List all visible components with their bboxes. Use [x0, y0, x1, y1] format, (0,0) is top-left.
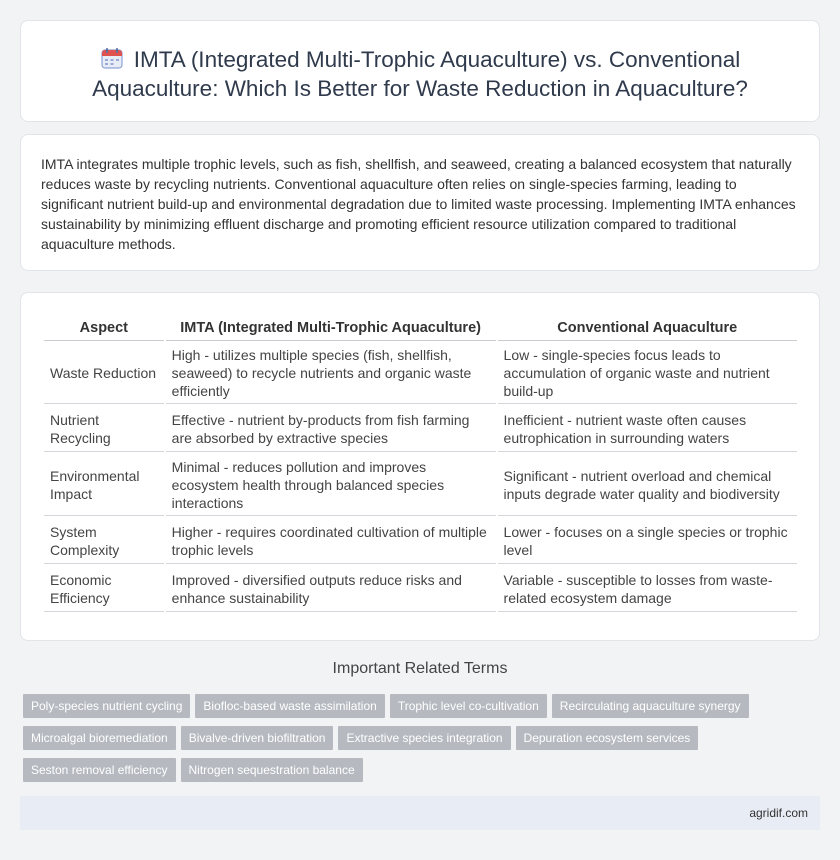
related-term-tag[interactable]: Recirculating aquaculture synergy: [552, 694, 749, 718]
row-imta-value: Higher - requires coordinated cultivation of multiple trophic levels: [166, 518, 496, 564]
header-imta: IMTA (Integrated Multi-Trophic Aquaculture): [166, 316, 496, 341]
row-conventional-value: Significant - nutrient overload and chemical inputs degrade water quality and biodiversity: [498, 454, 797, 516]
row-imta-value: Improved - diversified outputs reduce risks and enhance sustainability: [166, 566, 496, 612]
header-aspect: Aspect: [44, 316, 164, 341]
row-aspect: Nutrient Recycling: [44, 406, 164, 452]
table-row: [44, 454, 797, 516]
row-aspect: Economic Efficiency: [44, 566, 164, 612]
related-term-tag[interactable]: Nitrogen sequestration balance: [181, 758, 363, 782]
related-term-tag[interactable]: Seston removal efficiency: [23, 758, 176, 782]
header-card: [20, 20, 820, 122]
row-conventional-value: Inefficient - nutrient waste often causes eutrophication in surrounding waters: [498, 406, 797, 452]
page-title: [41, 45, 799, 103]
related-term-tag[interactable]: Poly-species nutrient cycling: [23, 694, 190, 718]
row-imta-value: Effective - nutrient by-products from fish farming are absorbed by extractive species: [166, 406, 496, 452]
row-conventional-value: Low - single-species focus leads to accumulation of organic waste and nutrient build-up: [498, 343, 797, 404]
row-aspect: Waste Reduction: [44, 343, 164, 404]
related-term-tag[interactable]: Bivalve-driven biofiltration: [181, 726, 334, 750]
related-term-tag[interactable]: Trophic level co-cultivation: [390, 694, 547, 718]
intro-paragraph: IMTA integrates multiple trophic levels, such as fish, shellfish, and seaweed, creating a balanced ecosystem that naturally reduces waste by recycling nutrients. Conventional aquaculture often relies on single-species farming, leading to significant nutrient build-up and environmental degradation due to limited waste processing. Implementing IMTA enhances sustainability by minimizing effluent discharge and promoting efficient resource utilization compared to traditional aquaculture methods.: [41, 156, 796, 252]
table-row: [44, 518, 797, 564]
related-terms-list: [23, 694, 783, 790]
footer: [20, 796, 820, 830]
tag-row: [23, 694, 783, 726]
table-row: [44, 566, 797, 612]
row-aspect: Environmental Impact: [44, 454, 164, 516]
tag-row: [23, 726, 783, 758]
calendar-icon: [100, 46, 124, 70]
related-term-tag[interactable]: Depuration ecosystem services: [516, 726, 699, 750]
row-conventional-value: Lower - focuses on a single species or trophic level: [498, 518, 797, 564]
related-term-tag[interactable]: Biofloc-based waste assimilation: [195, 694, 384, 718]
comparison-table: [42, 314, 799, 614]
page-title-text: IMTA (Integrated Multi-Trophic Aquaculture) vs. Conventional Aquaculture: Which Is Better for Waste Reduction in Aquaculture?: [92, 47, 748, 101]
row-conventional-value: Variable - susceptible to losses from waste-related ecosystem damage: [498, 566, 797, 612]
row-imta-value: Minimal - reduces pollution and improves ecosystem health through balanced species interactions: [166, 454, 496, 516]
comparison-card: [20, 292, 820, 641]
related-term-tag[interactable]: Extractive species integration: [338, 726, 510, 750]
table-row: [44, 406, 797, 452]
table-row: [44, 343, 797, 404]
row-imta-value: High - utilizes multiple species (fish, shellfish, seaweed) to recycle nutrients and organic waste efficiently: [166, 343, 496, 404]
related-term-tag[interactable]: Microalgal bioremediation: [23, 726, 176, 750]
footer-site-name[interactable]: agridif.com: [749, 806, 808, 820]
related-terms-title: Important Related Terms: [332, 660, 508, 677]
intro-card: [20, 134, 820, 271]
row-aspect: System Complexity: [44, 518, 164, 564]
table-header-row: [44, 316, 797, 341]
tag-row: [23, 758, 783, 790]
header-conventional: Conventional Aquaculture: [498, 316, 797, 341]
